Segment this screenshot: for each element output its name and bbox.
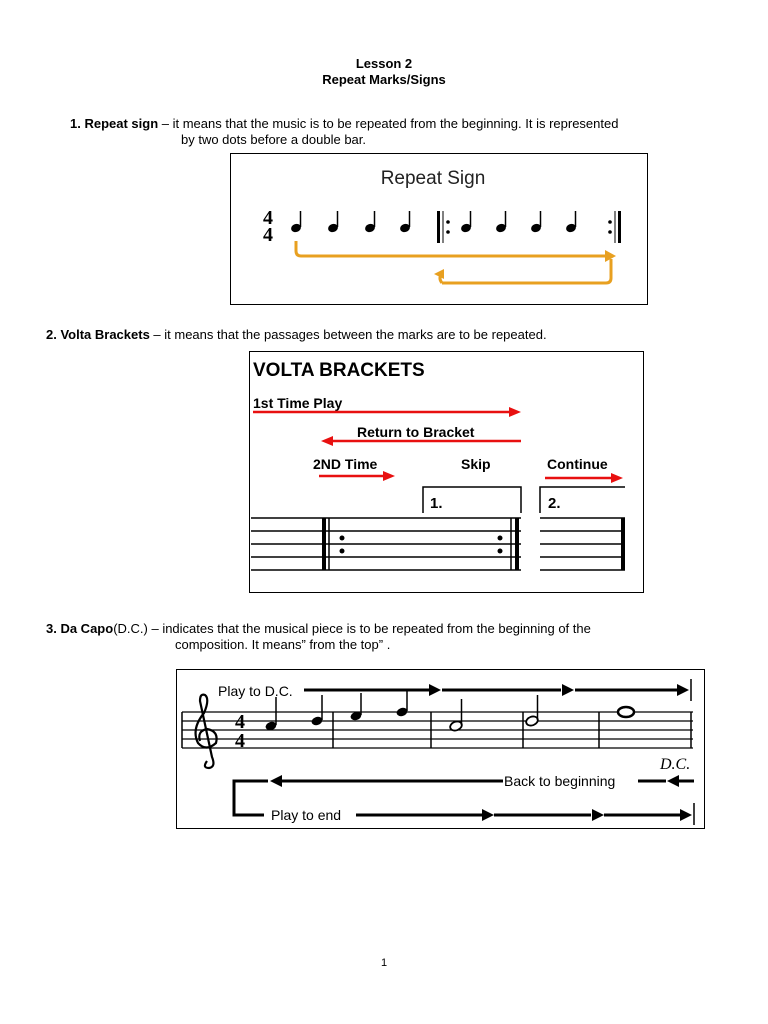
- item-3-desc: – indicates that the musical piece is to be repeated from the beginning of the: [147, 621, 591, 636]
- continue-label: Continue: [547, 456, 608, 472]
- play-to-dc-label: Play to D.C.: [218, 683, 293, 699]
- repeat-sign-figure: [230, 153, 648, 305]
- item-2-desc: – it means that the passages between the marks are to be repeated.: [149, 327, 547, 342]
- item-1-desc: – it means that the music is to be repeated from the beginning. It is represented: [158, 116, 619, 131]
- item-3-label: 3. Da Capo: [46, 621, 114, 636]
- dc-whole-note: [618, 707, 634, 717]
- repeat-sign-title: Repeat Sign: [380, 168, 486, 189]
- lesson-title: Lesson 2: [355, 56, 413, 71]
- item-3-desc-cont: composition. It means” from the top” .: [175, 637, 391, 652]
- play-to-end-label: Play to end: [271, 807, 342, 823]
- back-to-beginning-label: Back to beginning: [504, 773, 616, 789]
- page-number: 1: [380, 957, 388, 969]
- da-capo-figure: [176, 669, 705, 829]
- item-1-label: 1. Repeat sign: [70, 116, 159, 131]
- dc-mark: D.C.: [660, 756, 691, 773]
- time-sig-top: 4: [263, 207, 273, 229]
- bracket-2-label: 2.: [548, 495, 561, 512]
- item-3-abbr: (D.C.): [113, 621, 148, 636]
- item-2-text: [46, 327, 746, 343]
- skip-label: Skip: [461, 456, 491, 472]
- dc-time-sig-bottom: 4: [235, 730, 245, 752]
- item-2-label: 2. Volta Brackets: [46, 327, 150, 342]
- first-time-label: 1st Time Play: [253, 395, 343, 411]
- dc-time-sig-top: 4: [235, 711, 245, 733]
- item-1-text: [70, 116, 750, 132]
- return-label: Return to Bracket: [357, 424, 475, 440]
- bracket-1-label: 1.: [430, 495, 443, 512]
- second-time-label: 2ND Time: [313, 456, 378, 472]
- lesson-topic: Repeat Marks/Signs: [322, 72, 446, 87]
- time-sig-bottom: 4: [263, 224, 273, 246]
- item-1-desc-cont: by two dots before a double bar.: [181, 132, 367, 147]
- item-3-text: [46, 621, 746, 637]
- volta-title: VOLTA BRACKETS: [253, 360, 425, 381]
- volta-brackets-figure: [249, 351, 644, 593]
